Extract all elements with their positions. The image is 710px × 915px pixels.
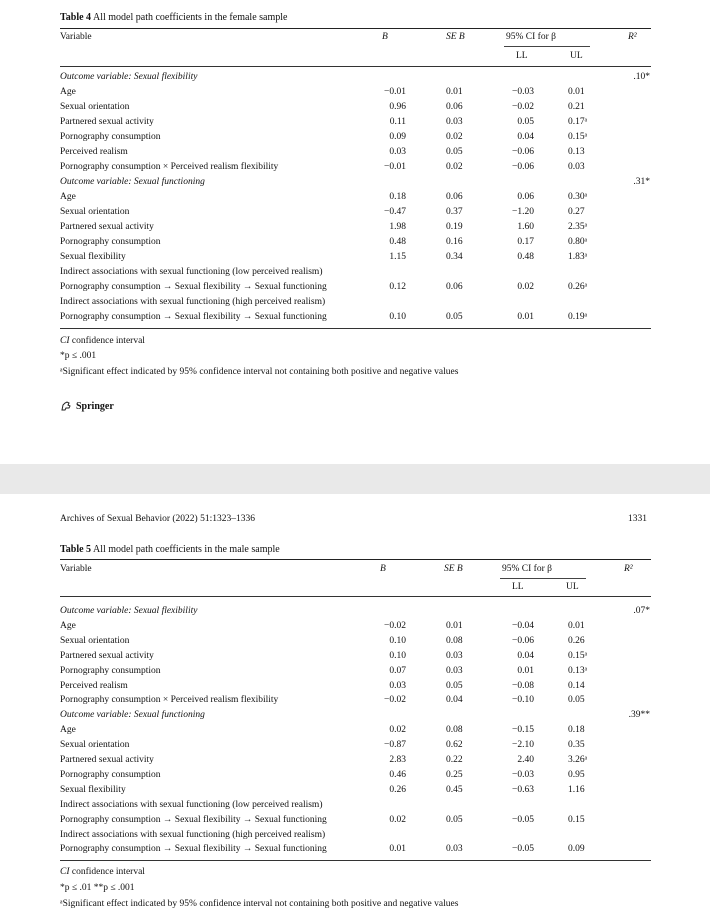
table-row xyxy=(0,621,710,636)
cell-ll: 0.04 xyxy=(517,650,534,661)
cell-se: 0.25 xyxy=(446,769,463,780)
table-row xyxy=(0,725,710,740)
row-label: Partnered sexual activity xyxy=(60,222,154,232)
table-section-row xyxy=(0,72,710,87)
cell-se: 0.05 xyxy=(446,680,463,691)
cell-b: −0.87 xyxy=(384,740,406,751)
table-section-row xyxy=(0,606,710,621)
cell-ul: 0.35 xyxy=(568,740,585,751)
cell-b: 0.46 xyxy=(389,769,406,780)
cell-ul: 0.18 xyxy=(568,725,585,736)
table-4-top-rule xyxy=(60,28,651,29)
row-label: Sexual flexibility xyxy=(60,784,126,795)
cell-ul: 0.26ᵃ xyxy=(568,282,588,292)
cell-ll: 0.01 xyxy=(517,312,534,322)
cell-ll: 2.40 xyxy=(517,755,534,765)
table-row xyxy=(0,636,710,651)
row-label: Pornography consumption → Sexual flexibility → Sexual functioning xyxy=(60,282,327,292)
col-header-ci: 95% CI for β xyxy=(502,564,552,574)
row-label: Perceived realism xyxy=(60,680,128,691)
cell-b: 0.09 xyxy=(389,132,406,142)
table-row xyxy=(0,800,710,815)
table-row xyxy=(0,162,710,177)
table-row xyxy=(0,297,710,312)
table-row xyxy=(0,222,710,237)
cell-se: 0.34 xyxy=(446,252,463,262)
table-row xyxy=(0,785,710,800)
cell-se: 0.16 xyxy=(446,237,463,247)
cell-ul: 0.19ᵃ xyxy=(568,312,588,322)
col-header-ul: UL xyxy=(570,51,583,61)
table-row xyxy=(0,192,710,207)
cell-r2: .07* xyxy=(633,606,650,616)
col-header-ll: LL xyxy=(516,51,528,61)
row-label: Indirect associations with sexual functioning (low perceived realism) xyxy=(60,267,323,277)
cell-ll: −0.05 xyxy=(512,814,534,825)
col-header-b: B xyxy=(382,32,388,42)
row-label: Sexual orientation xyxy=(60,102,130,112)
cell-se: 0.05 xyxy=(446,147,463,157)
table-row xyxy=(0,770,710,785)
cell-b: 0.96 xyxy=(389,102,406,112)
col-header-r2: R² xyxy=(624,564,633,574)
cell-b: −0.01 xyxy=(384,162,406,172)
row-label: Pornography consumption xyxy=(60,769,161,780)
cell-b: 0.12 xyxy=(389,282,406,292)
running-header-journal: Archives of Sexual Behavior (2022) 51:1323–1336 xyxy=(60,514,255,524)
cell-se: 0.19 xyxy=(446,222,463,232)
cell-ul: 0.15ᵃ xyxy=(568,132,588,142)
cell-se: 0.02 xyxy=(446,132,463,142)
table-row xyxy=(0,312,710,327)
row-label: Outcome variable: Sexual flexibility xyxy=(60,72,198,82)
col-header-variable: Variable xyxy=(60,32,92,42)
cell-ll: 0.17 xyxy=(517,237,534,247)
table-5-caption xyxy=(60,544,280,555)
cell-se: 0.04 xyxy=(446,695,463,706)
row-label: Sexual orientation xyxy=(60,635,130,646)
row-label: Sexual orientation xyxy=(60,740,130,751)
row-label: Pornography consumption → Sexual flexibility → Sexual functioning xyxy=(60,814,327,825)
cell-ll: −0.06 xyxy=(512,147,534,157)
springer-logo xyxy=(60,400,114,412)
cell-se: 0.03 xyxy=(446,844,463,855)
cell-se: 0.03 xyxy=(446,117,463,127)
row-label: Indirect associations with sexual functioning (high perceived realism) xyxy=(60,297,326,307)
cell-b: 0.48 xyxy=(389,237,406,247)
table-row xyxy=(0,147,710,162)
row-label: Sexual orientation xyxy=(60,207,130,217)
col-header-se: SE B xyxy=(444,564,463,574)
row-label: Partnered sexual activity xyxy=(60,650,154,661)
document-page-2 xyxy=(0,494,710,915)
ci-abbrev: CI xyxy=(60,336,70,346)
cell-ul: 0.09 xyxy=(568,844,585,855)
cell-se: 0.03 xyxy=(446,650,463,661)
cell-ll: −0.03 xyxy=(512,769,534,780)
cell-ll: −0.08 xyxy=(512,680,534,691)
row-label: Pornography consumption xyxy=(60,237,161,247)
cell-se: 0.01 xyxy=(446,87,463,97)
table-row xyxy=(0,830,710,845)
table-row xyxy=(0,651,710,666)
cell-ul: 0.15 xyxy=(568,814,585,825)
cell-b: 0.02 xyxy=(389,725,406,736)
table-row xyxy=(0,282,710,297)
cell-ul: 1.16 xyxy=(568,784,585,795)
table-4-note-sig: ᵃSignificant effect indicated by 95% confidence interval not containing both positive and negative values xyxy=(60,367,459,377)
cell-r2: .10* xyxy=(633,72,650,82)
table-row xyxy=(0,740,710,755)
table-5-title: All model path coefficients in the male sample xyxy=(92,544,280,555)
cell-b: 2.83 xyxy=(389,755,406,765)
row-label: Age xyxy=(60,87,76,97)
row-label: Partnered sexual activity xyxy=(60,755,154,765)
cell-ll: −0.06 xyxy=(512,162,534,172)
row-label: Pornography consumption × Perceived realism flexibility xyxy=(60,695,279,706)
springer-horse-icon xyxy=(60,400,72,412)
cell-se: 0.08 xyxy=(446,635,463,646)
cell-b: 0.11 xyxy=(389,117,406,127)
cell-ul: 0.17ᵃ xyxy=(568,117,588,127)
row-label: Outcome variable: Sexual flexibility xyxy=(60,606,198,616)
row-label: Outcome variable: Sexual functioning xyxy=(60,710,205,721)
cell-b: 0.03 xyxy=(389,680,406,691)
cell-se: 0.06 xyxy=(446,192,463,202)
row-label: Pornography consumption × Perceived realism flexibility xyxy=(60,162,279,172)
table-5-note-sig: ᵃSignificant effect indicated by 95% confidence interval not containing both positive and negative values xyxy=(60,899,459,909)
cell-ul: 3.26ᵃ xyxy=(568,755,588,765)
cell-ul: 1.83ᵃ xyxy=(568,252,588,262)
cell-se: 0.45 xyxy=(446,784,463,795)
table-5-header-rule xyxy=(60,596,651,597)
cell-se: 0.06 xyxy=(446,282,463,292)
row-label: Indirect associations with sexual functioning (low perceived realism) xyxy=(60,799,323,810)
table-row xyxy=(0,87,710,102)
cell-ll: −0.03 xyxy=(512,87,534,97)
row-label: Partnered sexual activity xyxy=(60,117,154,127)
publisher-name: Springer xyxy=(76,400,114,412)
cell-ul: 0.95 xyxy=(568,769,585,780)
row-label: Pornography consumption xyxy=(60,665,161,676)
cell-ll: −0.04 xyxy=(512,620,534,631)
table-4-header-rule xyxy=(60,66,651,67)
cell-ll: −2.10 xyxy=(512,740,534,751)
cell-ul: 0.01 xyxy=(568,87,585,97)
row-label: Pornography consumption xyxy=(60,132,161,142)
col-header-r2: R² xyxy=(628,32,637,42)
table-row xyxy=(0,681,710,696)
row-label: Age xyxy=(60,620,76,631)
cell-se: 0.06 xyxy=(446,102,463,112)
cell-b: −0.02 xyxy=(384,620,406,631)
table-4-title: All model path coefficients in the female sample xyxy=(92,12,288,23)
cell-ll: 0.48 xyxy=(517,252,534,262)
cell-b: −0.02 xyxy=(384,695,406,706)
table-row xyxy=(0,237,710,252)
cell-ul: 0.13 xyxy=(568,147,585,157)
cell-ll: −0.02 xyxy=(512,102,534,112)
table-4-number: Table 4 xyxy=(60,12,92,23)
cell-ll: 0.01 xyxy=(517,665,534,676)
table-row xyxy=(0,132,710,147)
cell-ul: 0.21 xyxy=(568,102,585,112)
cell-ul: 2.35ᵃ xyxy=(568,222,588,232)
table-4-caption xyxy=(60,12,287,23)
cell-b: 0.10 xyxy=(389,312,406,322)
cell-se: 0.02 xyxy=(446,162,463,172)
cell-ul: 0.80ᵃ xyxy=(568,237,588,247)
table-5-bottom-rule xyxy=(60,860,651,861)
cell-se: 0.05 xyxy=(446,312,463,322)
cell-ul: 0.26 xyxy=(568,635,585,646)
cell-b: 0.26 xyxy=(389,784,406,795)
cell-se: 0.03 xyxy=(446,665,463,676)
ci-note-text: confidence interval xyxy=(71,336,145,346)
table-row xyxy=(0,102,710,117)
cell-ul: 0.01 xyxy=(568,620,585,631)
table-4-bottom-rule xyxy=(60,328,651,329)
col-header-se: SE B xyxy=(446,32,465,42)
cell-ul: 0.13ᵃ xyxy=(568,665,588,676)
row-label: Perceived realism xyxy=(60,147,128,157)
table-section-row xyxy=(0,177,710,192)
col-header-variable: Variable xyxy=(60,564,92,574)
table-section-row xyxy=(0,710,710,725)
cell-ul: 0.03 xyxy=(568,162,585,172)
table-5-top-rule xyxy=(60,559,651,560)
table-row xyxy=(0,207,710,222)
table-row xyxy=(0,666,710,681)
cell-ll: −0.15 xyxy=(512,725,534,736)
cell-se: 0.08 xyxy=(446,725,463,736)
cell-ll: −0.06 xyxy=(512,635,534,646)
cell-ul: 0.27 xyxy=(568,207,585,217)
row-label: Pornography consumption → Sexual flexibility → Sexual functioning xyxy=(60,844,327,855)
col-header-b: B xyxy=(380,564,386,574)
cell-r2: .39** xyxy=(628,710,650,721)
cell-ul: 0.05 xyxy=(568,695,585,706)
cell-b: 1.15 xyxy=(389,252,406,262)
table-5-note-ci xyxy=(60,867,145,877)
ci-note-text: confidence interval xyxy=(71,867,145,877)
ci-subrule xyxy=(500,578,586,579)
cell-b: 0.01 xyxy=(389,844,406,855)
cell-b: −0.01 xyxy=(384,87,406,97)
col-header-ll: LL xyxy=(512,582,524,592)
row-label: Pornography consumption → Sexual flexibility → Sexual functioning xyxy=(60,312,327,322)
table-row xyxy=(0,252,710,267)
cell-ll: 0.04 xyxy=(517,132,534,142)
page-separator xyxy=(0,464,710,494)
cell-b: −0.47 xyxy=(384,207,406,217)
cell-ll: 0.06 xyxy=(517,192,534,202)
cell-ul: 0.30ᵃ xyxy=(568,192,588,202)
cell-se: 0.01 xyxy=(446,620,463,631)
cell-b: 0.18 xyxy=(389,192,406,202)
table-5-note-p: *p ≤ .01 **p ≤ .001 xyxy=(60,883,135,893)
cell-ll: −0.05 xyxy=(512,844,534,855)
cell-b: 0.03 xyxy=(389,147,406,157)
cell-se: 0.22 xyxy=(446,755,463,765)
col-header-ul: UL xyxy=(566,582,579,592)
table-4-note-p: *p ≤ .001 xyxy=(60,351,97,361)
row-label: Age xyxy=(60,192,76,202)
row-label: Age xyxy=(60,725,76,736)
page-number: 1331 xyxy=(628,514,647,524)
cell-b: 0.10 xyxy=(389,635,406,646)
ci-abbrev: CI xyxy=(60,867,70,877)
table-5-number: Table 5 xyxy=(60,544,92,555)
cell-ll: 1.60 xyxy=(517,222,534,232)
ci-subrule xyxy=(504,46,590,47)
table-row xyxy=(0,267,710,282)
row-label: Outcome variable: Sexual functioning xyxy=(60,177,205,187)
cell-ul: 0.14 xyxy=(568,680,585,691)
cell-ll: 0.02 xyxy=(517,282,534,292)
cell-r2: .31* xyxy=(633,177,650,187)
row-label: Sexual flexibility xyxy=(60,252,126,262)
table-row xyxy=(0,815,710,830)
cell-b: 1.98 xyxy=(389,222,406,232)
table-row xyxy=(0,695,710,710)
cell-se: 0.62 xyxy=(446,740,463,751)
cell-se: 0.37 xyxy=(446,207,463,217)
col-header-ci: 95% CI for β xyxy=(506,32,556,42)
table-row xyxy=(0,117,710,132)
cell-se: 0.05 xyxy=(446,814,463,825)
row-label: Indirect associations with sexual functioning (high perceived realism) xyxy=(60,829,326,840)
table-4-note-ci xyxy=(60,336,145,346)
cell-b: 0.02 xyxy=(389,814,406,825)
table-row xyxy=(0,755,710,770)
cell-ll: −0.10 xyxy=(512,695,534,706)
cell-ll: 0.05 xyxy=(517,117,534,127)
cell-b: 0.10 xyxy=(389,650,406,661)
cell-ul: 0.15ᵃ xyxy=(568,650,588,661)
cell-ll: −1.20 xyxy=(512,207,534,217)
cell-ll: −0.63 xyxy=(512,784,534,795)
cell-b: 0.07 xyxy=(389,665,406,676)
table-row xyxy=(0,844,710,859)
